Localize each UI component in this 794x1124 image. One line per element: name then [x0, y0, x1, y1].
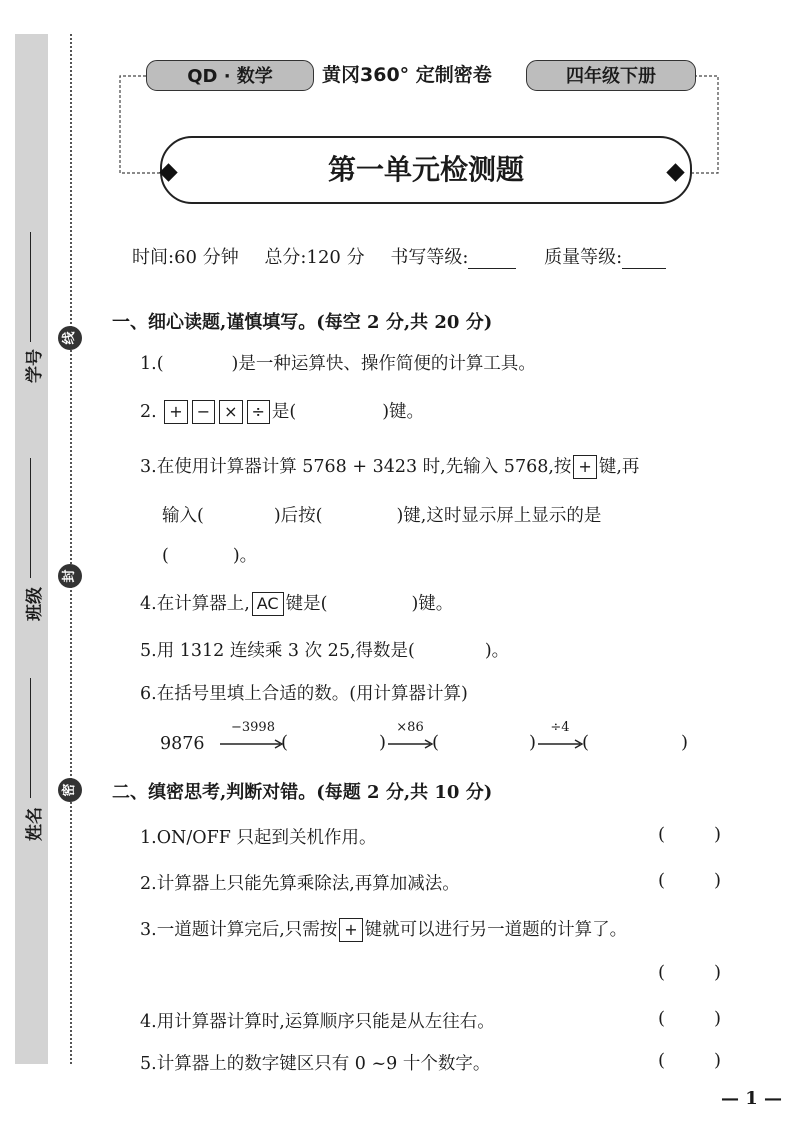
judge-3-tail: 键就可以进行另一道题的计算了。 — [364, 920, 628, 940]
grade-pill: 四年级下册 — [526, 60, 696, 91]
chain-paren-3-close: ) — [681, 732, 689, 753]
q1-4-pre: 4.在计算器上, — [140, 594, 250, 614]
q1-3-b: )后按( — [273, 506, 323, 526]
q1-5-post: )。 — [484, 641, 510, 661]
binding-dotted-line — [70, 34, 72, 1064]
class-field[interactable] — [30, 458, 31, 578]
question-1-3-line1 — [140, 453, 639, 479]
chain-blank-2[interactable] — [442, 730, 526, 756]
chain-paren-1-close: ) — [379, 732, 387, 753]
q1-1-post: )是一种运算快、操作简便的计算工具。 — [231, 354, 536, 374]
question-1-3-line2 — [162, 502, 601, 527]
judge-item-5: 5.计算器上的数字键区只有 0 ~9 十个数字。 — [140, 1054, 491, 1074]
quality-grade-field[interactable] — [622, 268, 666, 269]
question-1-5 — [140, 637, 509, 662]
judge-2-answer[interactable] — [668, 870, 712, 896]
judge-1-paren-open: ( — [658, 824, 666, 845]
judge-1-paren-close: ) — [714, 824, 722, 845]
question-1-6: 6.在括号里填上合适的数。(用计算器计算) — [140, 684, 468, 704]
judge-item-1: 1.ON/OFF 只起到关机作用。 — [140, 828, 377, 848]
page-title: 第一单元检测题 — [160, 136, 692, 204]
arrow-right-icon — [538, 739, 586, 749]
arrow-chain — [160, 720, 720, 764]
divide-key: ÷ — [247, 400, 270, 424]
seal-seal-icon: 封 — [58, 564, 82, 588]
page-number: — 1 — — [720, 1088, 782, 1109]
judge-2-paren-close: ) — [714, 870, 722, 891]
op-subtract-label: −3998 — [231, 720, 275, 735]
judge-5-paren-close: ) — [714, 1050, 722, 1071]
question-1-3-line3 — [162, 542, 257, 567]
question-1-4 — [140, 590, 453, 616]
ac-key: AC — [252, 592, 284, 616]
name-field[interactable] — [30, 678, 31, 798]
seal-secret-icon: 密 — [58, 778, 82, 802]
chain-paren-2-open: ( — [432, 732, 440, 753]
op-multiply-label: ×86 — [396, 720, 424, 735]
judge-3-paren-close: ) — [714, 962, 722, 983]
q1-2-mid: 是( — [271, 402, 297, 422]
exam-meta — [132, 243, 686, 269]
q1-5-pre: 5.用 1312 连续乘 3 次 25,得数是( — [140, 641, 415, 661]
student-id-field[interactable] — [30, 232, 31, 342]
plus-key: + — [339, 918, 362, 942]
arrow-right-icon — [388, 739, 436, 749]
chain-paren-1-open: ( — [281, 732, 289, 753]
binding-strip — [15, 34, 48, 1064]
multiply-key: × — [219, 400, 242, 424]
question-1-1 — [140, 350, 536, 375]
plus-key: + — [573, 455, 596, 479]
q1-3-e: )。 — [232, 546, 258, 566]
q1-2-post: )键。 — [382, 402, 425, 422]
op-divide-label: ÷4 — [550, 720, 570, 735]
judge-3-answer[interactable] — [668, 962, 712, 988]
q1-3-text: 3.在使用计算器计算 5768 + 3423 时,先输入 5768,按 — [140, 457, 572, 477]
q1-4-post: )键。 — [411, 594, 454, 614]
time-text: 时间:60 分钟 — [132, 247, 239, 268]
chain-paren-2-close: ) — [529, 732, 537, 753]
name-label: 姓名 — [25, 807, 45, 841]
judge-item-4: 4.用计算器计算时,运算顺序只能是从左往右。 — [140, 1012, 495, 1032]
student-id-label: 学号 — [25, 349, 45, 383]
subject-pill: QD · 数学 — [146, 60, 314, 91]
chain-blank-3[interactable] — [592, 730, 680, 756]
class-label: 班级 — [25, 587, 45, 621]
arrow-right-icon — [220, 739, 286, 749]
judge-4-paren-open: ( — [658, 1008, 666, 1029]
quality-grade-label: 质量等级: — [544, 247, 623, 268]
judge-item-2: 2.计算器上只能先算乘除法,再算加减法。 — [140, 874, 460, 894]
section-two-heading: 二、缜密思考,判断对错。(每题 2 分,共 10 分) — [112, 782, 493, 803]
question-1-2 — [140, 398, 424, 424]
judge-1-answer[interactable] — [668, 824, 712, 850]
brand-text: 黄冈360° 定制密卷 — [322, 64, 492, 86]
total-score-text: 总分:120 分 — [264, 247, 365, 268]
judge-4-answer[interactable] — [668, 1008, 712, 1034]
judge-3-paren-open: ( — [658, 962, 666, 983]
chain-start-number: 9876 — [160, 734, 205, 754]
q1-3-c: )键,这时显示屏上显示的是 — [396, 506, 602, 526]
q1-3-d: ( — [162, 546, 169, 566]
chain-blank-1[interactable] — [290, 730, 378, 756]
judge-2-paren-open: ( — [658, 870, 666, 891]
chain-paren-3-open: ( — [582, 732, 590, 753]
judge-3-pre: 3.一道题计算完后,只需按 — [140, 920, 338, 940]
writing-grade-label: 书写等级: — [390, 247, 469, 268]
judge-5-paren-open: ( — [658, 1050, 666, 1071]
seal-line-icon: 线 — [58, 326, 82, 350]
q1-2-prefix: 2. — [140, 402, 157, 422]
q1-3-a: 输入( — [162, 506, 204, 526]
writing-grade-field[interactable] — [468, 268, 516, 269]
section-one-heading: 一、细心读题,谨慎填写。(每空 2 分,共 20 分) — [112, 312, 493, 333]
plus-key: + — [164, 400, 187, 424]
q1-3-tail: 键,再 — [598, 457, 640, 477]
q1-1-pre: 1.( — [140, 354, 164, 374]
judge-item-3 — [140, 916, 627, 942]
judge-5-answer[interactable] — [668, 1050, 712, 1076]
judge-4-paren-close: ) — [714, 1008, 722, 1029]
q1-4-mid: 键是( — [285, 594, 328, 614]
minus-key: − — [192, 400, 215, 424]
